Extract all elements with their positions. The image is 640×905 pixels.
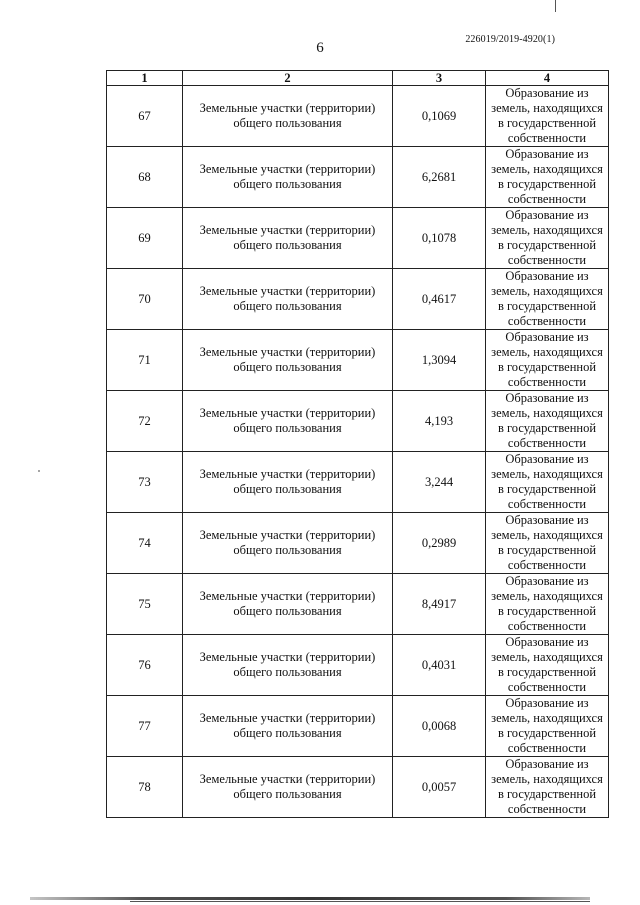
plot-name-cell: Земельные участки (территории) общего пользования [183, 513, 393, 574]
formation-status-cell: Образование из земель, находящихся в государственной собственности [486, 757, 609, 818]
table-body [107, 86, 609, 818]
row-number-cell: 68 [107, 147, 183, 208]
row-number-cell: 73 [107, 452, 183, 513]
column-header-2: 2 [183, 71, 393, 86]
scan-edge-line-thin [130, 901, 590, 902]
table-row [107, 208, 609, 269]
formation-status-cell: Образование из земель, находящихся в государственной собственности [486, 635, 609, 696]
formation-status-cell: Образование из земель, находящихся в государственной собственности [486, 147, 609, 208]
area-cell: 0,2989 [393, 513, 486, 574]
area-cell: 8,4917 [393, 574, 486, 635]
plot-name-cell: Земельные участки (территории) общего пользования [183, 452, 393, 513]
row-number-cell: 71 [107, 330, 183, 391]
row-number-cell: 69 [107, 208, 183, 269]
plot-name-cell: Земельные участки (территории) общего пользования [183, 86, 393, 147]
area-cell: 6,2681 [393, 147, 486, 208]
plot-name-cell: Земельные участки (территории) общего пользования [183, 574, 393, 635]
formation-status-cell: Образование из земель, находящихся в государственной собственности [486, 574, 609, 635]
formation-status-cell: Образование из земель, находящихся в государственной собственности [486, 452, 609, 513]
area-cell: 0,4031 [393, 635, 486, 696]
plot-name-cell: Земельные участки (территории) общего пользования [183, 147, 393, 208]
column-header-1: 1 [107, 71, 183, 86]
table-row [107, 86, 609, 147]
plot-name-cell: Земельные участки (территории) общего пользования [183, 330, 393, 391]
table-row [107, 757, 609, 818]
area-cell: 3,244 [393, 452, 486, 513]
column-header-3: 3 [393, 71, 486, 86]
formation-status-cell: Образование из земель, находящихся в государственной собственности [486, 269, 609, 330]
formation-status-cell: Образование из земель, находящихся в государственной собственности [486, 208, 609, 269]
plot-name-cell: Земельные участки (территории) общего пользования [183, 635, 393, 696]
scan-corner-mark [555, 0, 556, 12]
formation-status-cell: Образование из земель, находящихся в государственной собственности [486, 391, 609, 452]
plot-name-cell: Земельные участки (территории) общего пользования [183, 696, 393, 757]
row-number-cell: 67 [107, 86, 183, 147]
table-row [107, 696, 609, 757]
land-plots-table [106, 70, 609, 818]
row-number-cell: 77 [107, 696, 183, 757]
area-cell: 0,0057 [393, 757, 486, 818]
plot-name-cell: Земельные участки (территории) общего пользования [183, 391, 393, 452]
table-row [107, 452, 609, 513]
table-row [107, 635, 609, 696]
area-cell: 4,193 [393, 391, 486, 452]
formation-status-cell: Образование из земель, находящихся в государственной собственности [486, 696, 609, 757]
area-cell: 0,1078 [393, 208, 486, 269]
table-row [107, 269, 609, 330]
row-number-cell: 72 [107, 391, 183, 452]
table-row [107, 574, 609, 635]
area-cell: 0,4617 [393, 269, 486, 330]
area-cell: 0,0068 [393, 696, 486, 757]
row-number-cell: 76 [107, 635, 183, 696]
scan-edge-line [30, 897, 590, 900]
area-cell: 1,3094 [393, 330, 486, 391]
plot-name-cell: Земельные участки (территории) общего пользования [183, 208, 393, 269]
column-header-4: 4 [486, 71, 609, 86]
row-number-cell: 75 [107, 574, 183, 635]
row-number-cell: 78 [107, 757, 183, 818]
row-number-cell: 70 [107, 269, 183, 330]
plot-name-cell: Земельные участки (территории) общего пользования [183, 269, 393, 330]
scan-speck [38, 470, 40, 472]
formation-status-cell: Образование из земель, находящихся в государственной собственности [486, 513, 609, 574]
table-row [107, 147, 609, 208]
area-cell: 0,1069 [393, 86, 486, 147]
plot-name-cell: Земельные участки (территории) общего пользования [183, 757, 393, 818]
row-number-cell: 74 [107, 513, 183, 574]
table-row [107, 513, 609, 574]
table-row [107, 391, 609, 452]
table-row [107, 330, 609, 391]
page-number: 6 [316, 40, 324, 56]
formation-status-cell: Образование из земель, находящихся в государственной собственности [486, 86, 609, 147]
formation-status-cell: Образование из земель, находящихся в государственной собственности [486, 330, 609, 391]
document-id: 226019/2019-4920(1) [465, 34, 555, 45]
table-header-row [107, 71, 609, 86]
